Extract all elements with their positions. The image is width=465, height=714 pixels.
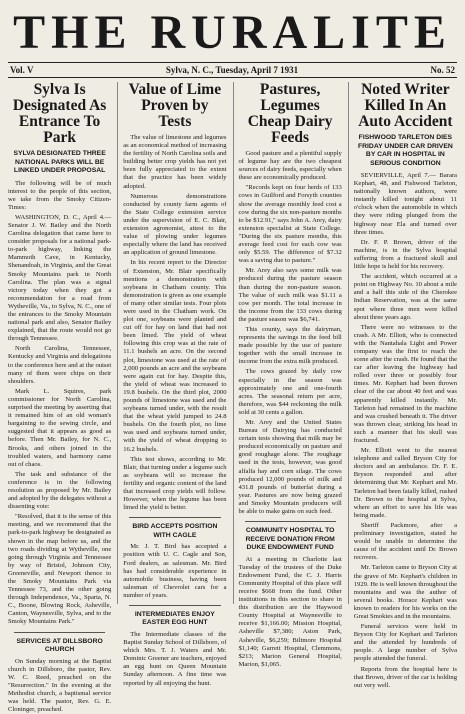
volume-label: Vol. V [10, 65, 34, 75]
paragraph: The Intermediate classes of the Baptist Sunday School of Dillsboro, of which Mrs. T. J. Waters and Mr. Dominic Greener are teachers, enjoyed an egg hunt on Queen Mountain Sunday afternoon. A fine time was reported by all enjoying the hunt. [123, 630, 227, 687]
paragraph: In his recent report to the Director of Extension, Mr. Blair specifically mentions a demonstration with soybeans in Chatham county. This demonstration is given as one example of many other similar tests. Four plots were used in the Chatham work. On plot one, soybeans were planted and cut off for hay on land that had not been limed. The yield of wheat following this crop was at the rate of 11.1 bushels an acre. On the second plot, limestone was used at the rate of 2,000 pounds an acre and the soybeans were again cut for hay. Despite this, the yield of wheat was increased to 19.8 bushels. On the third plot, 2000 pounds of limestone was used and the soybeans turned under, with the result that the wheat yield jumped to 24.8 bushels. On the fourth plot, no lime was used and soybeans turned under, with the yield of wheat dropping to 16.2 bushels. [123, 259, 227, 453]
heading-bird-cagle: BIRD ACCEPTS POSITION WITH CAGLE [132, 523, 218, 539]
subhead-sylva-entrance: SYLVA DESIGNATED THREE NATIONAL PARKS WILL BE LINKED UNDER PROPOSAL [13, 150, 106, 174]
heading-easter-egg-hunt: INTERMEDIATES ENJOY EASTER EGG HUNT [134, 610, 215, 627]
paragraph: The following will be of much interest to the people of this section, we take from the Smoky Citizen-Times: [8, 179, 112, 211]
paragraph: Good pasture and a plentiful supply of legume hay are the two cheapest sources of dairy feeds, especially when these are economically produced. [238, 150, 342, 182]
paragraph: Mr. Arey also says some milk was produced during the pasture season than during the non-pasture season. The value of such milk was $1.11 a cow per month. The total increase in the income from the 133 cows during the pasture season was $6,741. [238, 267, 342, 323]
issue-number-label: No. 52 [430, 65, 455, 75]
paragraph: Dr. F. P. Brown, driver of the machine, is in the Sylva hospital suffering from a fractured skull and little hope is held for his recovery. [353, 238, 457, 271]
paragraph: Funeral services were held in Bryson City for Kephart and Tarleton and the attended by hundreds of people. A large number of Sylva people attended the funeral. [353, 623, 457, 663]
column-4 [348, 81, 457, 689]
paragraph: There were no witnesses to the crash. A Mr. Elliott, who is connected with the Nantahala Light and Power company was the first to reach the scene after the crash. He found that the car after leaving the highway had rolled over three or possibly four times. Mr. Kephart had been thrown clear of the car about 40 feet and was apparently killed instantly. Mr. Tarleton had remained in the machine and was crushed beneath it. The driver was thrown clear, striking his head in such a manner that his skull was fractured. [353, 323, 457, 444]
paragraph: "Records kept on four herds of 133 cows in Guilford and Forsyth counties show the average monthly feed cost a cow during the six non-pasture months to be $12.91," says John A. Arey, dairy extension specialist at State College. "During the six pasture months, this average feed cost for each cow was only $5.59. The difference of $7.32 was a saving due to pasture." [238, 184, 342, 265]
column-1 [8, 81, 112, 714]
paragraph: Mr. Elliott went to the nearest telephone and called Bryson City for doctors and an ambulance. Dr. F. E. Bryson responded and after determining that Mr. Kephart and Mr. Tarleton had been fatally killed, rushed Dr. Brown to the hospital at Sylva, where an effort to save his life was being made. [353, 447, 457, 519]
paragraph: Mark L. Squires, park commissioner for North Carolina, surprised the meeting by asserting that it remained him of an old woman's bargaining to the sewing circle, and suggested that it appears as good as before. Then Mr. Bailey, for N. C., Brooks, and others joined in the troubled waters, and harmony came out of chaos. [8, 387, 112, 468]
paragraph: Mr. Arey and the United States Bureau of Dairying has conducted certain tests showing that milk may be produced economically on pasture and good roughage alone. The roughage used in the tests, however, was good alfalfa hay and corn silage. The cows produced 12,000 pounds of milk and 431.8 pounds of butterfat during a year. Pastures are now being grazed and Smoky Mountain producers will be able to make gains on such feed. [238, 419, 342, 516]
paragraph: North Carolina, Tennessee, Kentucky and Virginia and delegations to the conference here and at the outset many of them were chips on their shoulders. [8, 345, 112, 385]
paragraph: Mr. Tarleton came to Bryson City at the grave of Mr. Kephart's children in 1929. He is well known throughout the mountains and was the author of several books. Horace Kephart was known to readers for his works on the Great Smokies and in the mountains. [353, 564, 457, 620]
divider [245, 521, 336, 522]
article-columns [8, 81, 457, 714]
paragraph: This test shows, according to Mr. Blair, that turning under a legume such as soybeans will so increase the fertility and organic content of the land that increased crop yields will follow. However, when the legume has been limed the yield is better. [123, 455, 227, 512]
headline-sylva-entrance: Sylva Is Designated As Entrance To Park [12, 81, 107, 146]
masthead-title: THE RURALITE [13, 6, 452, 59]
headline-pastures-legumes: Pastures, Legumes Cheap Dairy Feeds [247, 81, 333, 146]
headline-noted-writer: Noted Writer Killed In An Auto Accident [358, 81, 453, 130]
paragraph: The cows grazed by daily cow especially in the season was approximately one and one-fourth acres. The seasonal return per acre, therefore, was $44 reckoning the milk sold at 30 cents a gallon. [238, 368, 342, 416]
place-date-label: Sylva, N. C., Tuesday, April 7 1931 [165, 65, 299, 75]
paragraph: Numerous demonstrations conducted by county farm agents of the State College extension service under the supervision of E. C. Blair, extension agronomist, attest to the value of plowing under legumes especially where the land has received an application of ground limestone. [123, 192, 227, 257]
paragraph: Mr. J. T. Bird has accepted a position with U. C. Cagle and Son, Ford dealers, as salesman. Mr. Bird has had considerable experience in automobile business, having been salesman of Chevrolet cars for a number of years. [123, 543, 227, 599]
paragraph: WASHINGTON, D. C., April 4.— Senator J. W. Bailey and the North Carolina delegation that came here to consider proposals for a national park-to-park highway, linking the Mammoth Cave, in Kentucky, Shenandoah, in Virginia, and the Great Smoky Mountains park in North Carolina. The plan was a signal victory today when they got a recommendation for a road from Wytheville, Va., to Sylva, N. C., one of the entrances to the Smoky Mountain national park and also, Senator Bailey explained, that the route would not go through Tennessee. [8, 213, 112, 343]
dateline-bar [8, 62, 457, 78]
paragraph: Reports from the hospital here is that Brown, driver of the car is holding out very well. [353, 665, 457, 689]
divider [129, 605, 220, 606]
paragraph: "Resolved, that it is the sense of this meeting, and we recommend that the park-to-park highway be designated as shown in the map before us, and the two roads dividing at Wytheville, one going through Virginia and Tennessee by way of Bristol, Johnson City, Greeneville, and Newport thence to the Smoky Mountains Park via Tennessee 73, and the other going through Independence, Va., Sparta, N. C., Boone, Blowing Rock, Asheville, Canton, Waynesville, Sylva, and to the Smoky Mountains Park." [8, 513, 112, 626]
paragraph: SEVIERVILLE, April 7.— Barara Kephart, 48, and Fishwood Tarleton, nationally known authors, were instantly killed tonight about 11 o'clock when the automobile in which they were riding plunged from the highway near Ela and turned over three times. [353, 172, 457, 236]
divider [129, 517, 220, 518]
paragraph: The task and substance of the conference is in the following resolution as proposed by Mr. Bailey and adopted by the delegates without a dissenting vote: [8, 470, 112, 511]
paragraph: At a meeting in Charlotte last Tuesday of the trustees of the Duke Endowment Fund, the C. J. Harris Community Hospital of this place will receive $668 from the fund. Other institutions in this section to share in this distribution are the Haywood County Hospital at Waynesville to receive $1,166.00; Mission Hospital, Asheville $7,380; Aston Park, Asheville, $6,259; Biltmore Hospital $1,140; Garrett Hospital, Clemmons, $213; Marion General Hospital, Marion, $1,065. [238, 555, 342, 668]
heading-dillsboro-services: SERVICES AT DILLSBORO CHURCH [16, 637, 103, 654]
heading-community-hospital: COMMUNITY HOSPITAL TO RECEIVE DONATION FROM DUKE ENDOWMENT FUND [245, 527, 335, 552]
divider [14, 632, 105, 633]
paragraph: The accident, which occurred at a point on Highway No. 10 about a mile and a half this side of the Cherokee Indian Reservation, was at the same spot where three men were killed about three years ago. [353, 273, 457, 321]
paragraph: On Sunday morning at the Baptist church in Dillsboro, the pastor, Rev. W. C. Reed, preached on the "Resurrection." In the evening at the Methodist church, a baptismal service was held. The pastor, Rev. G. E. Cloninger, preached. [8, 657, 112, 714]
paragraph: The value of limestone and legumes as an economical method of increasing the fertility of North Carolina soils and building better crop yields has not yet been fully appreciated to the extent that the practice has been widely adopted. [123, 134, 227, 190]
headline-value-of-lime: Value of Lime Proven by Tests [128, 81, 222, 130]
paragraph: Sheriff Packmore, after a preliminary investigation, stated he would be unable to determine the cause of the accident until Dr. Brown recovers. [353, 521, 457, 562]
subhead-noted-writer: FISHWOOD TARLETON DIES FRIDAY UNDER CAR DRIVEN BY CAR IN HOSPITAL IN SERIOUS CONDITION [357, 134, 453, 167]
column-2 [117, 81, 227, 687]
paragraph: This county, says the dairyman, represents the savings in the feed bill made possible by the use of pasture together with the small increase in income from the extra milk produced. [238, 325, 342, 366]
column-3 [233, 81, 342, 668]
